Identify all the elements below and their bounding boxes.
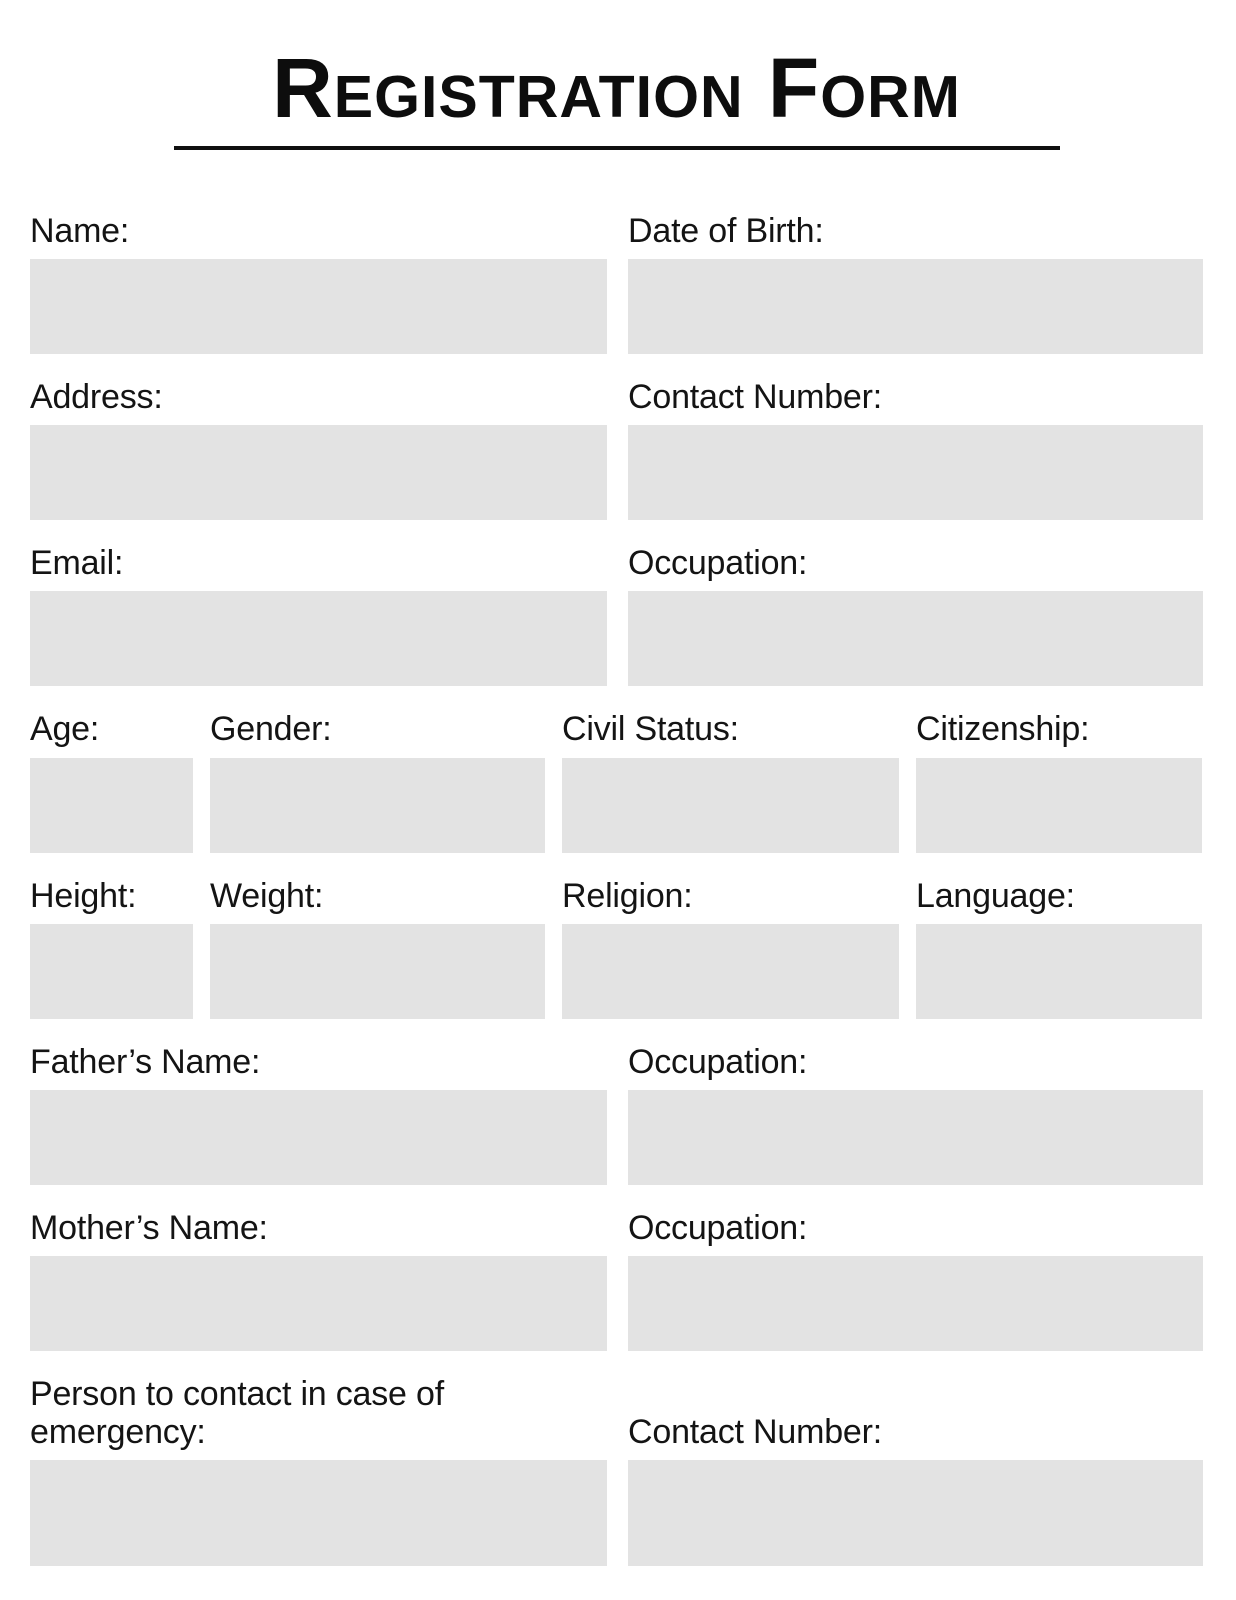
mothers-occupation-input[interactable] <box>628 1256 1203 1351</box>
email-label: Email: <box>30 544 124 583</box>
field-address <box>30 378 607 520</box>
field-emergency-contact-person <box>30 1375 607 1566</box>
address-input[interactable] <box>30 425 607 520</box>
weight-input[interactable] <box>210 924 545 1019</box>
row-emergency <box>30 1375 1203 1566</box>
fathers-occupation-label: Occupation: <box>628 1042 808 1081</box>
citizenship-input[interactable] <box>916 758 1202 853</box>
language-input[interactable] <box>916 924 1202 1019</box>
row-email-occupation <box>30 544 1203 686</box>
row-address-contact <box>30 378 1203 520</box>
age-label: Age: <box>30 710 100 749</box>
field-age <box>30 710 193 852</box>
field-occupation <box>628 544 1203 686</box>
field-citizenship <box>916 710 1202 852</box>
name-label: Name: <box>30 212 130 251</box>
mothers-name-label: Mother’s Name: <box>30 1208 268 1247</box>
form-fields <box>30 212 1203 1566</box>
field-email <box>30 544 607 686</box>
page-title: Registration Form <box>272 41 961 135</box>
name-input[interactable] <box>30 259 607 354</box>
field-religion <box>562 877 899 1019</box>
row-height-weight-religion-language <box>30 877 1203 1019</box>
fathers-name-label: Father’s Name: <box>30 1042 261 1081</box>
height-input[interactable] <box>30 924 193 1019</box>
address-label: Address: <box>30 378 163 417</box>
title-underline <box>174 146 1060 150</box>
emergency-contact-number-input[interactable] <box>628 1460 1203 1566</box>
mothers-occupation-label: Occupation: <box>628 1208 808 1247</box>
emergency-contact-person-label: Person to contact in case of emergency: <box>30 1374 444 1451</box>
civil-status-label: Civil Status: <box>562 710 739 749</box>
emergency-contact-person-input[interactable] <box>30 1460 607 1566</box>
email-input[interactable] <box>30 591 607 686</box>
field-weight <box>210 877 545 1019</box>
fathers-name-input[interactable] <box>30 1090 607 1185</box>
row-name-dob <box>30 212 1203 354</box>
field-mothers-occupation <box>628 1209 1203 1351</box>
height-label: Height: <box>30 876 137 915</box>
field-height <box>30 877 193 1019</box>
religion-label: Religion: <box>562 876 693 915</box>
date-of-birth-label: Date of Birth: <box>628 212 824 251</box>
row-age-gender-civil-citizenship <box>30 710 1203 852</box>
citizenship-label: Citizenship: <box>916 710 1090 749</box>
date-of-birth-input[interactable] <box>628 259 1203 354</box>
mothers-name-input[interactable] <box>30 1256 607 1351</box>
weight-label: Weight: <box>210 876 324 915</box>
row-mother <box>30 1209 1203 1351</box>
field-contact-number <box>628 378 1203 520</box>
field-gender <box>210 710 545 852</box>
field-fathers-name <box>30 1043 607 1185</box>
field-language <box>916 877 1202 1019</box>
field-civil-status <box>562 710 899 852</box>
fathers-occupation-input[interactable] <box>628 1090 1203 1185</box>
field-mothers-name <box>30 1209 607 1351</box>
row-father <box>30 1043 1203 1185</box>
civil-status-input[interactable] <box>562 758 899 853</box>
gender-input[interactable] <box>210 758 545 853</box>
field-emergency-contact-number <box>628 1413 1203 1566</box>
contact-number-label: Contact Number: <box>628 378 882 417</box>
occupation-input[interactable] <box>628 591 1203 686</box>
occupation-label: Occupation: <box>628 544 808 583</box>
age-input[interactable] <box>30 758 193 853</box>
language-label: Language: <box>916 876 1075 915</box>
form-header <box>30 41 1203 150</box>
contact-number-input[interactable] <box>628 425 1203 520</box>
field-date-of-birth <box>628 212 1203 354</box>
field-name <box>30 212 607 354</box>
gender-label: Gender: <box>210 710 332 749</box>
field-fathers-occupation <box>628 1043 1203 1185</box>
religion-input[interactable] <box>562 924 899 1019</box>
emergency-contact-number-label: Contact Number: <box>628 1412 882 1451</box>
